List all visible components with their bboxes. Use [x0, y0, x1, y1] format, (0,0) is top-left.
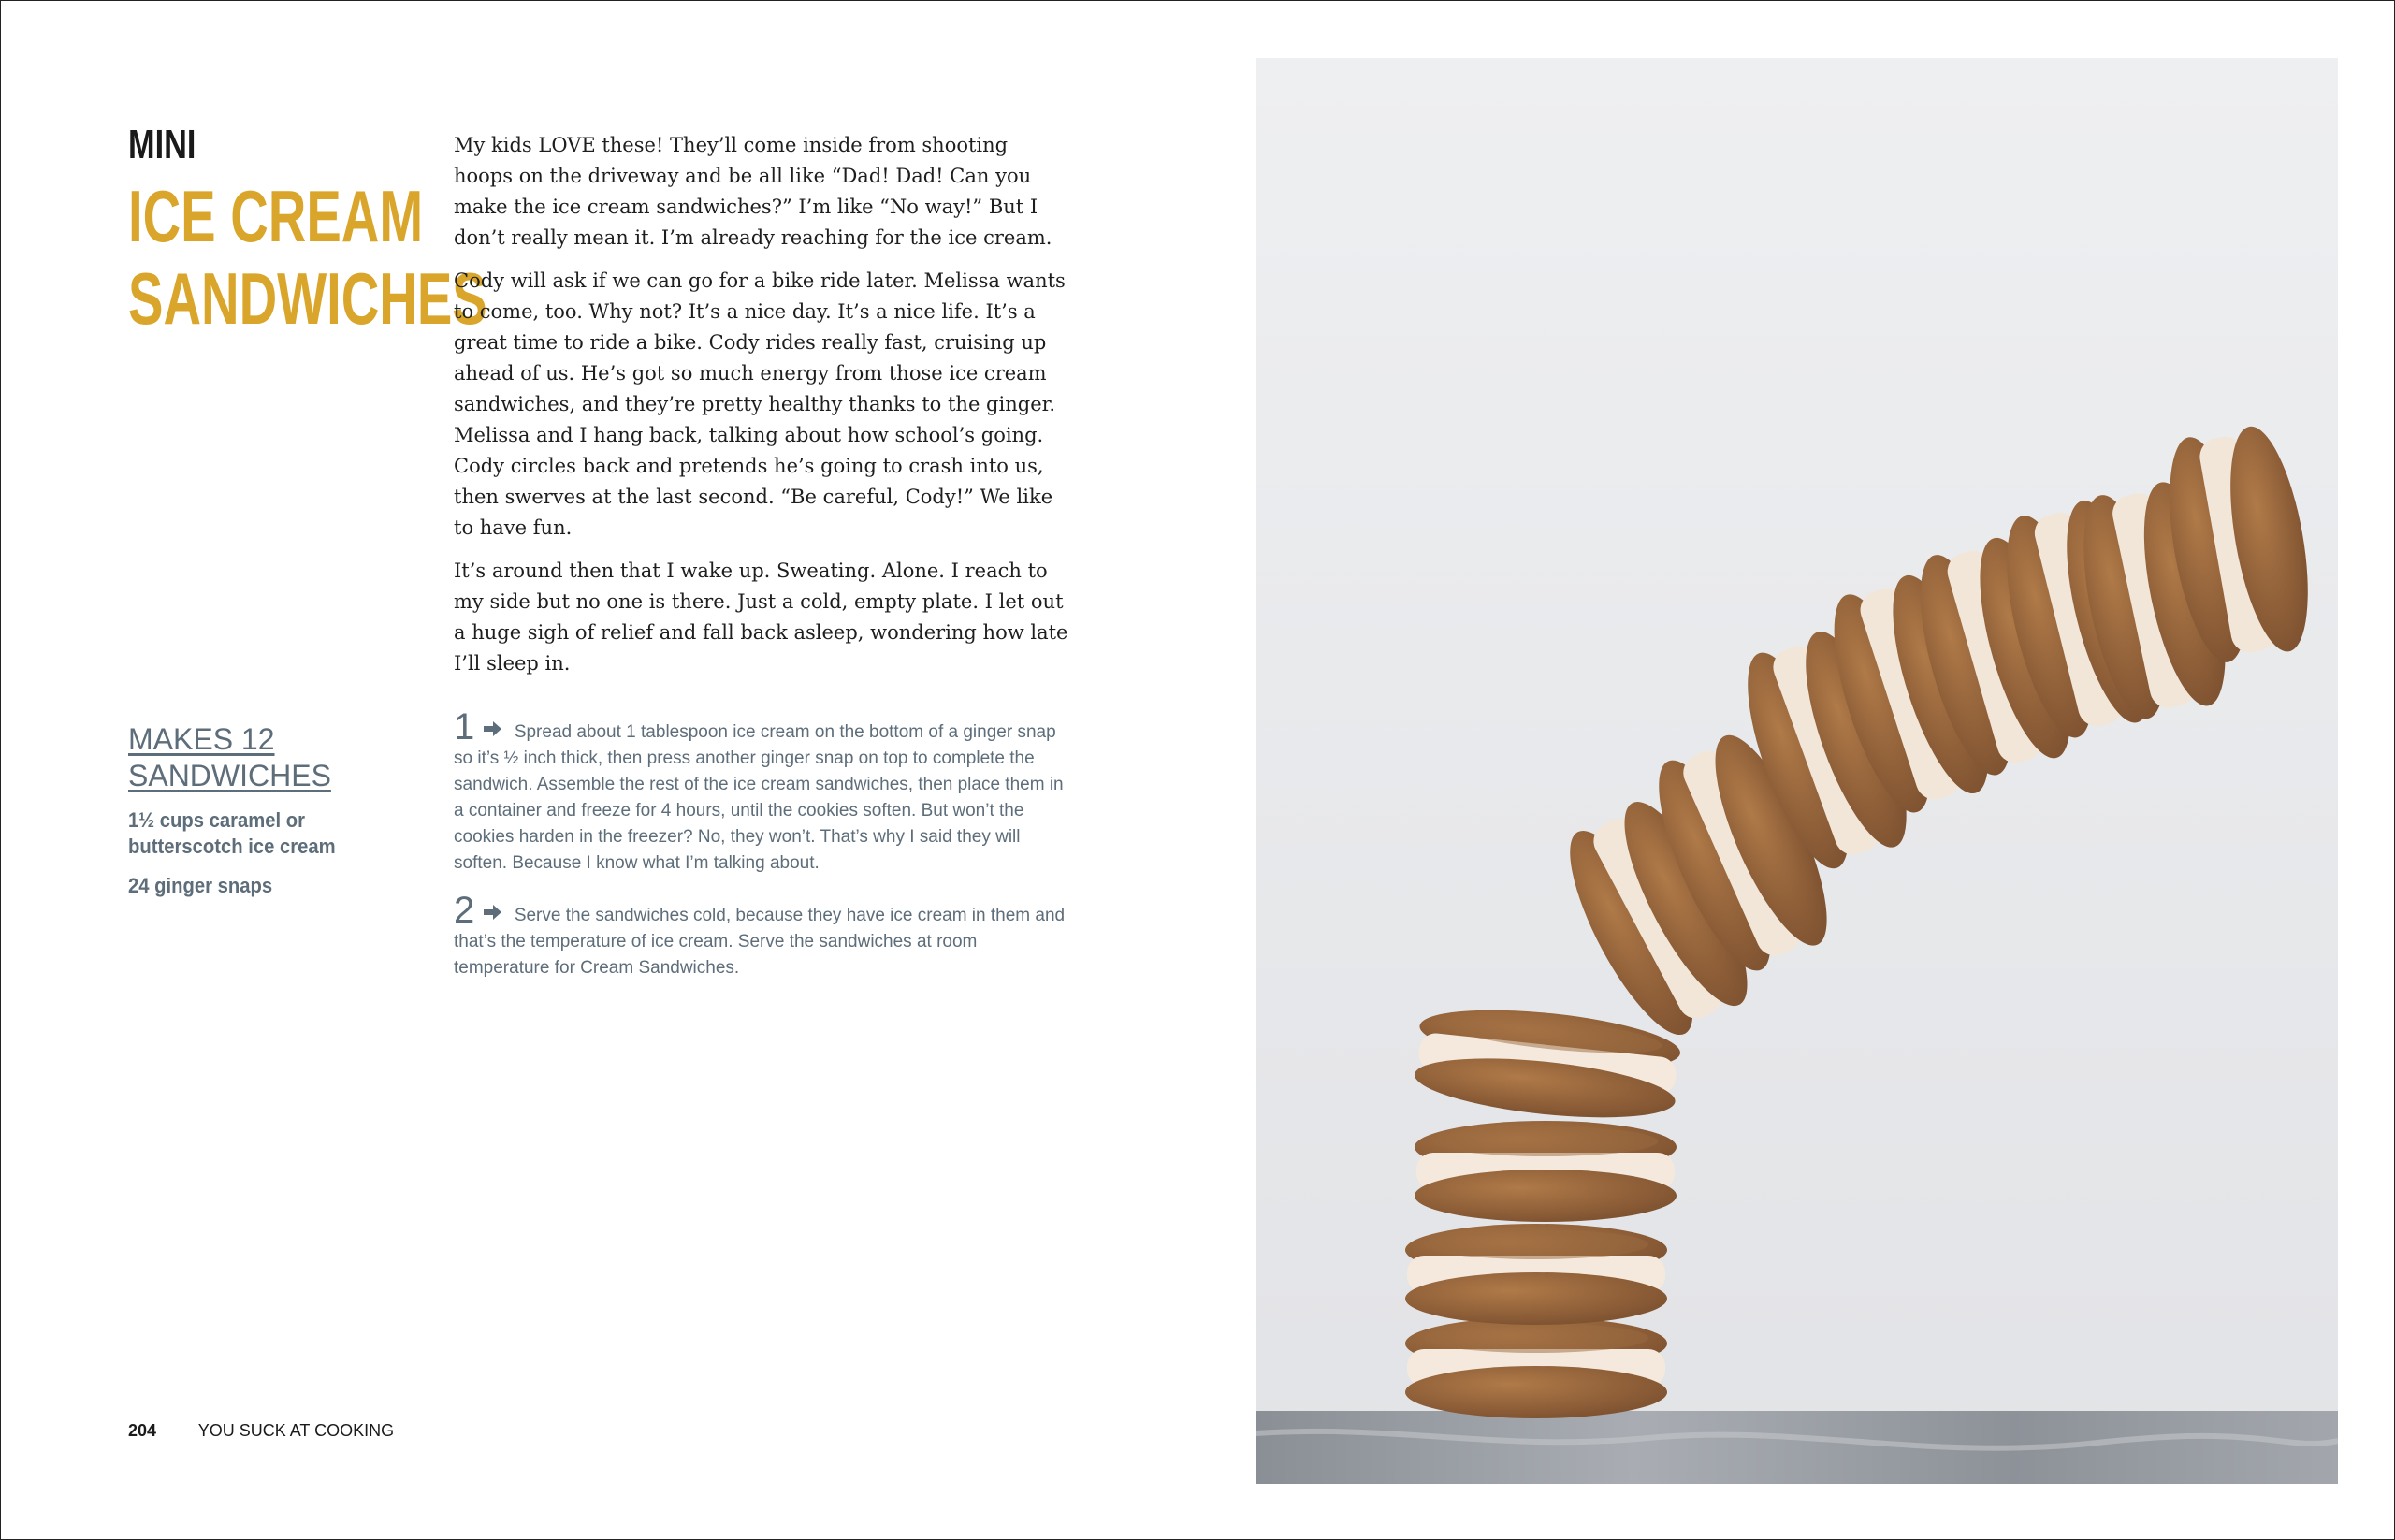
- step-number: 2: [454, 890, 475, 931]
- recipe-step: [454, 706, 1071, 877]
- step-text: Spread about 1 tablespoon ice cream on the bottom of a ginger snap so it’s ½ inch thick, then press another ginger snap on top to complete the sandwich. Assemble the rest of the ice cream sandwiches, then place them in a container and freeze for 4 hours, until the cookies soften. But won’t the cookies harden in the freezer? No, they won’t. That’s why I said they will soften. Because I know what I’m talking about.: [454, 722, 1064, 873]
- ice-cream-sandwich-photo: [1256, 58, 2338, 1484]
- yield-label: MAKES 12 SANDWICHES: [128, 722, 331, 792]
- yield-and-ingredients: [128, 721, 428, 899]
- photo-illustration: [1256, 58, 2338, 1484]
- intro-paragraph: Cody will ask if we can go for a bike ride later. Melissa wants to come, too. Why not? It’s a nice day. It’s a nice life. It’s a great time to ride a bike. Cody rides really fast, cruising up ahead of us. He’s got so much energy from those ice cream sandwiches, and they’re pretty healthy thanks to the ginger. Melissa and I hang back, talking about how school’s going. Cody circles back and pretends he’s going to crash into us, then swerves at the last second. “Be careful, Cody!” We like to have fun.: [454, 269, 1066, 539]
- intro-paragraph: It’s around then that I wake up. Sweating. Alone. I reach to my side but no one is there. Just a cold, empty plate. I let out a huge sigh of relief and fall back asleep, wondering how late I’ll sleep in.: [454, 559, 1068, 675]
- book-title: YOU SUCK AT COOKING: [197, 1421, 395, 1440]
- intro-paragraph: My kids LOVE these! They’ll come inside from shooting hoops on the driveway and be all like “Dad! Dad! Can you make the ice cream sandwiches?” I’m like “No way!” But I don’t really mean it. I’m already reaching for the ice cream.: [454, 134, 1052, 249]
- title-line-2: SANDWICHES: [128, 257, 487, 340]
- ingredient-item: 24 ginger snaps: [128, 874, 273, 897]
- title-line-1: ICE CREAM: [128, 175, 424, 257]
- recipe-step: [454, 890, 1071, 981]
- recipe-title: [128, 121, 487, 340]
- recipe-steps: [454, 706, 1071, 1002]
- ingredient-item: 1½ cups caramel or butterscotch ice cream: [128, 808, 336, 858]
- page-footer: [128, 1421, 394, 1441]
- arrow-right-icon: [484, 903, 502, 929]
- page-number: 204: [128, 1421, 157, 1440]
- step-text: Serve the sandwiches cold, because they have ice cream in them and that’s the temperature of ice cream. Serve the sandwiches at room temperature for Cream Sandwiches.: [454, 906, 1066, 978]
- intro-text: [454, 130, 1071, 691]
- title-prefix: MINI: [128, 122, 196, 167]
- step-number: 1: [454, 706, 475, 748]
- arrow-right-icon: [484, 719, 502, 746]
